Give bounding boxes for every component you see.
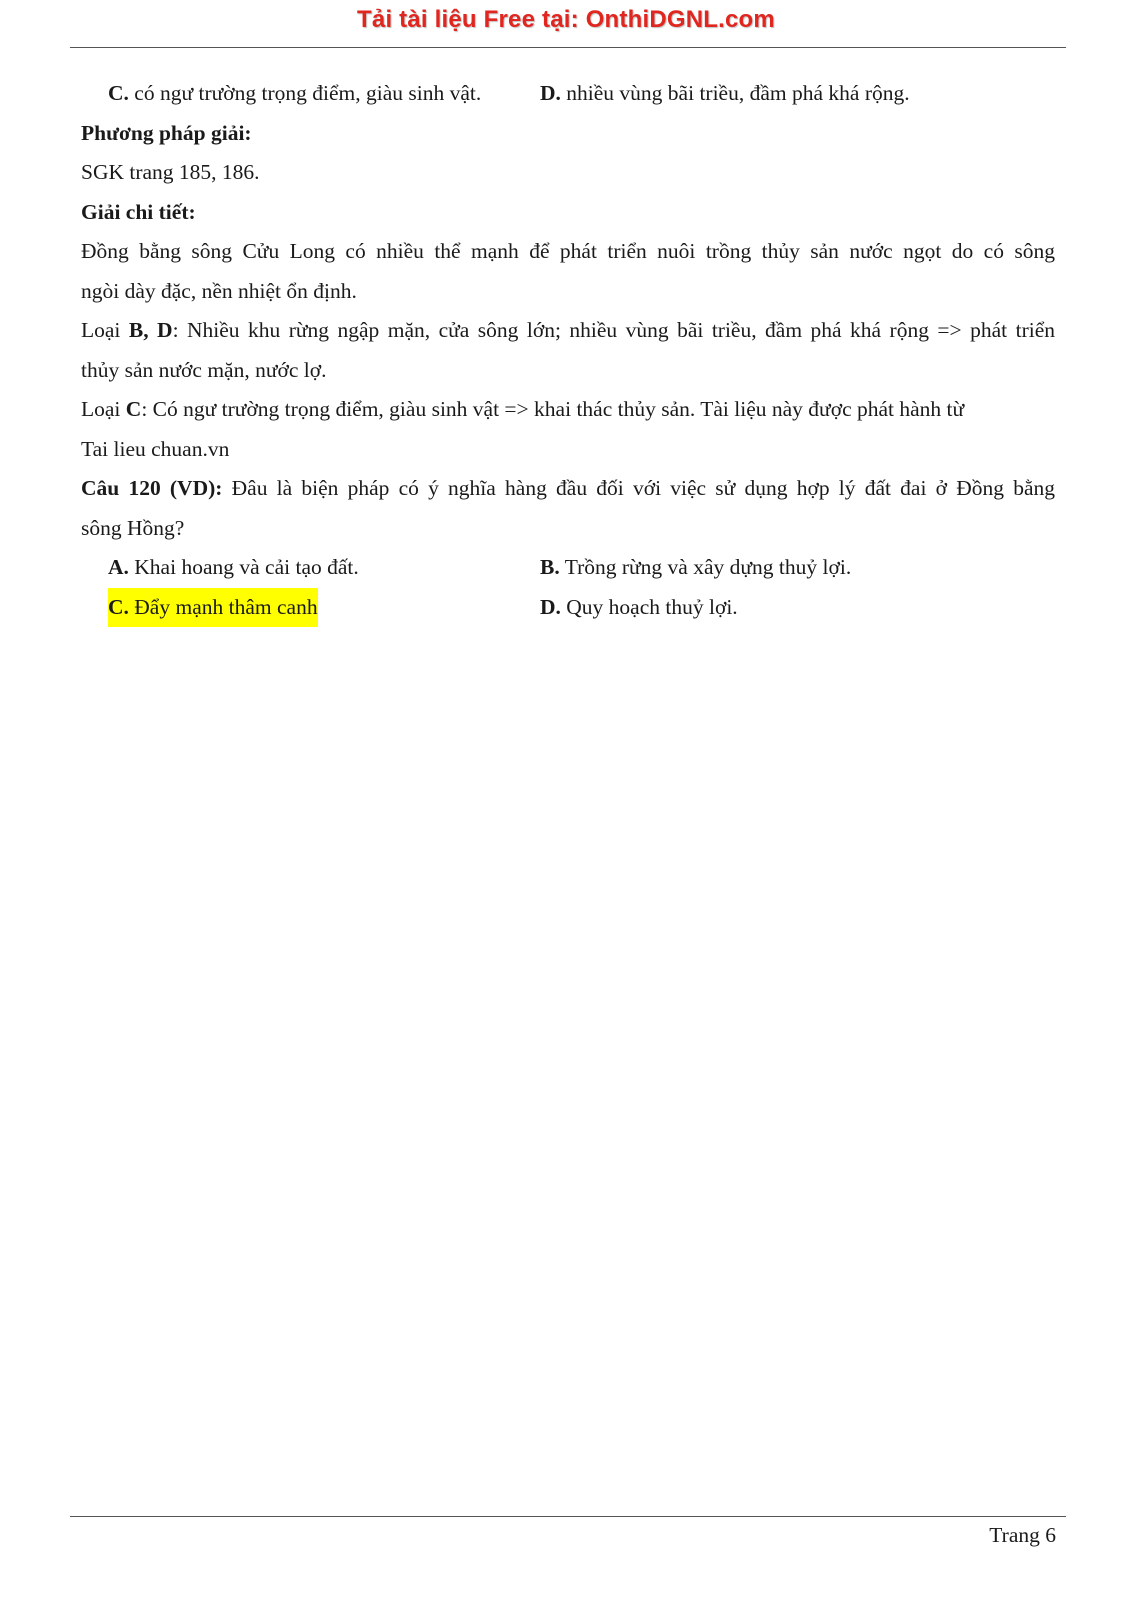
exclude-c-line: Tai lieu chuan.vn xyxy=(81,436,230,461)
option-d-prev: D. nhiều vùng bãi triều, đầm phá khá rộng. xyxy=(540,81,910,105)
option-d: D. Quy hoạch thuỷ lợi. xyxy=(540,594,738,619)
method-heading: Phương pháp giải: xyxy=(81,120,252,145)
previous-question-options xyxy=(81,74,1055,114)
option-c-prev: C. có ngư trường trọng điểm, giàu sinh vật. xyxy=(108,81,482,105)
header-divider xyxy=(70,47,1066,48)
question-options-row xyxy=(81,588,1055,628)
question-options-row xyxy=(81,548,1055,588)
site-banner: Tải tài liệu Free tại: OnthiDGNL.com xyxy=(357,6,775,33)
detail-paragraph-line: ngòi dày đặc, nền nhiệt ổn định. xyxy=(81,278,357,303)
question-120-line: sông Hồng? xyxy=(81,515,185,540)
exclude-bd-line: Loại B, D: Nhiều khu rừng ngập mặn, cửa sông lớn; nhiều vùng bãi triều, đầm phá khá rộng => phát triển xyxy=(81,318,1055,342)
exclude-c-line: Loại C: Có ngư trường trọng điểm, giàu sinh vật => khai thác thủy sản. Tài liệu này được phát hành từ xyxy=(81,397,965,421)
detail-heading: Giải chi tiết: xyxy=(81,199,196,224)
exclude-bd-line: thủy sản nước mặn, nước lợ. xyxy=(81,357,327,382)
option-a: A. Khai hoang và cải tạo đất. xyxy=(108,555,359,579)
method-text: SGK trang 185, 186. xyxy=(81,160,260,184)
document-body xyxy=(81,74,1055,627)
footer-divider xyxy=(70,1516,1066,1517)
option-c-answer-highlighted: C. Đẩy mạnh thâm canh xyxy=(108,588,318,628)
page-number: Trang 6 xyxy=(989,1523,1056,1547)
detail-paragraph-line: Đồng bằng sông Cửu Long có nhiều thể mạnh để phát triển nuôi trồng thủy sản nước ngọt do có sông xyxy=(81,239,1055,263)
option-b: B. Trồng rừng và xây dựng thuỷ lợi. xyxy=(540,555,852,579)
question-120-line: Câu 120 (VD): Đâu là biện pháp có ý nghĩa hàng đầu đối với việc sử dụng hợp lý đất đai ở Đồng bằng xyxy=(81,476,1055,500)
